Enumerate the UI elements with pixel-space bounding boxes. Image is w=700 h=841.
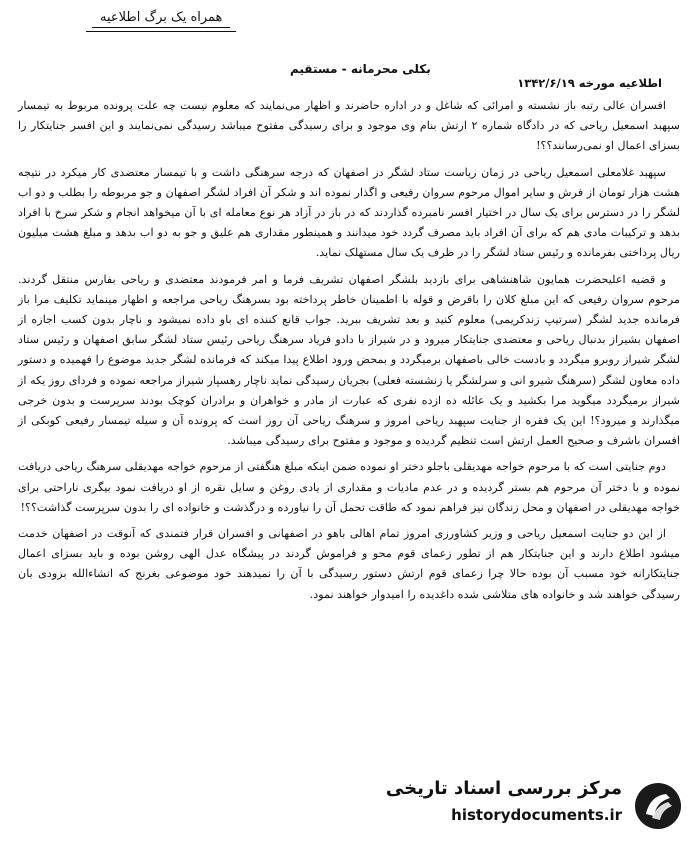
paragraph-1: افسران عالی رتبه باز نشسته و امرائی که شاغل و در اداره حاضرند و اظهار می‌نمایند که معلوم نیست چه علت پرونده مربوط به تیمسار سپهبد اسمعیل ریاحی که در دادگاه شماره ۲ ارتش بنام وی موجود و برای رسیدگی مفتوح میباشد رسیدگی نمی‌نمایند و این افسر جنایتکار را بسزای اعمال او نمی‌رسانند؟؟! bbox=[18, 99, 680, 153]
classification-header: بکلی محرمانه - مستقیم bbox=[290, 62, 431, 76]
archive-watermark bbox=[385, 776, 684, 834]
paragraph-4: دوم جنایتی است که با مرحوم خواجه مهدیقلی باجلو دختر او نموده ضمن اینکه مبلغ هنگفتی از مرحوم خواجه مهدیقلی سرهنگ ریاحی دریافت نموده و با دختر آن مرحوم هم بستر گردیده و در عدم مادیات و مقداری از یادی روغن و سایل نقره از او دریافت نمود بیگری ناراحتی برای خواجه مهدیقلی در اصفهان و محل زندگان نیز فراهم نمود که طاقت تحمل آن را نیاورده و درگذشت و خانواده ای را بدون سرپرست گذاشت؟؟! bbox=[18, 460, 680, 514]
paragraph-3: و قضیه اعلیحضرت همایون شاهنشاهی برای بازدید بلشگر اصفهان تشریف فرما و امر فرمودند معتضدی و ریاحی بفارس منتقل گردند. مرحوم سروان رفیعی که این مبلغ کلان را باقرض و قوله با اطمینان خاطر پرداخته بود بسرهنگ ریاحی مراجعه و اظهار مینماید تکلیف مرا باز فرمانده جدید لشگر (سرتیپ زندکریمی) معلوم کنید و بعد تشریف ببرید. جواب قانع کننده ای باو داده نمیشود و ناچار بدون کسب اجازه از اصفهان بشیراز بدنبال ریاحی و معتضدی جنایتکار میرود و در شیراز با دادو فریاد سرهنگ ریاحی رئیس ستاد لشگر سابق اصفهان و رئیس ستاد لشگر شیراز روبرو میگردد و بادست خالی باصفهان برمیگردد و بمحض ورود اطلاع پیدا میکند که فرمانده لشگر جدید موضوع را فهمیده و دستور داده معاون لشگر (سرهنگ شیرو انی و سرلشگر یا زنشسته فعلی) بجریان رسیدگی نماید ناچار رهسپار شیراز مراجعه نموده و فردای روز یکه از شیراز برمیگردد میگوید مرا بکشید و یک عائله ده ازده نفری که عبارت از مادر و خواهران و برادران کوچک بودند سرپرست و بدون خرجی میگذارند و میرود؟! این یک فقره از جنایت سپهبد ریاحی امروز و سرهنگ ریاحی آن روز است که پرونده آن و سیله تیمسار رفیعی کوبکی از افسران باشرف و صحیح العمل ارتش است تنظیم گردیده و موجود و مفتوح برای رسیدگی میباشد. bbox=[18, 272, 680, 448]
report-date-line: اطلاعیه مورخه ۱۳۴۲/۶/۱۹ bbox=[517, 76, 662, 90]
document-center-logo-icon bbox=[632, 780, 684, 832]
paragraph-5: از این دو جنایت اسمعیل ریاحی و وزیر کشاورزی امروز تمام اهالی باهو در اصفهانی و افسران قرار فتمندی که آنوقت در اصفهان خدمت میشود اطلاع دارند و این جنایتکار هم از تطور زعمای قوم محو و فراموش گردند در پیشگاه عدل الهی روشن بوده و باید بسزای اعمال جنایتکارانه خود مسبب آن بوده حالا چرا زعمای قوم ارتش دستور رسیدگی با آن را نمیدهند خود موضوعی بغرنج که انشاءالله بزودی بان رسیدگی خواهند شد و خانواده های متلاشی شده داغدیده را امیدوار خواهند نمود. bbox=[18, 527, 680, 601]
paragraph-2: سپهبد غلامعلی اسمعیل ریاحی در زمان ریاست ستاد لشگر در اصفهان که درجه سرهنگی داشت و با تیمسار معتضدی کار میکرد در نتیجه هشت هزار تومان از فرش و سایر اموال مرحوم سروان رفیعی و اگذار نموده اند و شکر آن افراد لشگر اصفهان و جو مربوطه را بطلب و دو اب لشگر را در دسترس برای یک سال در اختیار افسر نامبرده گذاردند که در باز در آزاد هر نوع معامله ای با آن میخواهد انجام و شکر سرخ با افراد بدهد و ترکیبات مادی هم که برای آن افراد باید مصرف گردد خود میدانند و همینطور مقداری هم علیق و جو به دو اب بدهد و مبلغ هشت میلیون ریال پرداختی بفرمانده و رئیس ستاد لشگر را در ظرف یک سال مستهلک نماید. bbox=[18, 165, 680, 260]
document-body bbox=[18, 96, 680, 731]
attachment-annotation: همراه یک برگ اطلاعیه bbox=[92, 8, 230, 28]
archive-url: historydocuments.ir bbox=[451, 806, 622, 824]
archive-title: مرکز بررسی اسناد تاریخی bbox=[385, 778, 622, 799]
